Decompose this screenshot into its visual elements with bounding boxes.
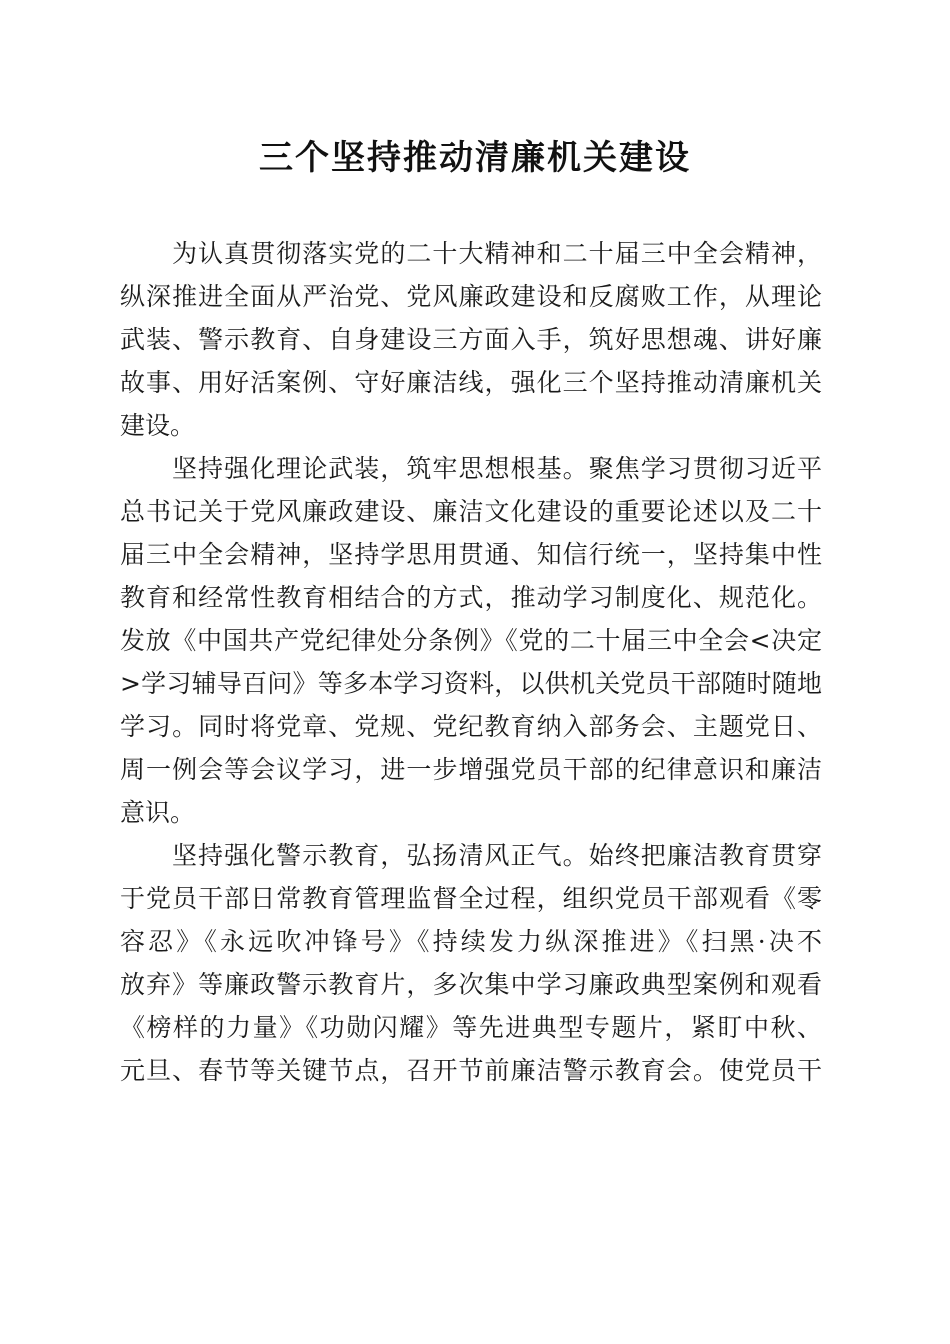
paragraph-3 <box>120 834 822 1092</box>
text-line: 建设。 <box>120 411 196 440</box>
text-line: 总书记关于党风廉政建设、廉洁文化建设的重要论述以及二十 <box>120 497 822 526</box>
text-line: 《榜样的力量》《功勋闪耀》等先进典型专题片，紧盯中秋、 <box>120 1013 822 1042</box>
document-body <box>120 232 822 1092</box>
text-line: 武装、警示教育、自身建设三方面入手，筑好思想魂、讲好廉 <box>120 325 822 354</box>
text-line: 为认真贯彻落实党的二十大精神和二十届三中全会精神， <box>172 239 822 268</box>
paragraph-2 <box>120 447 822 834</box>
text-line: 放弃》等廉政警示教育片，多次集中学习廉政典型案例和观看 <box>120 970 822 999</box>
document-title: 三个坚持推动清廉机关建设 <box>259 138 691 178</box>
text-line: 意识。 <box>120 798 196 827</box>
text-line: 学习。同时将党章、党规、党纪教育纳入部务会、主题党日、 <box>120 712 822 741</box>
text-line: 故事、用好活案例、守好廉洁线，强化三个坚持推动清廉机关 <box>120 368 822 397</box>
text-line: 届三中全会精神，坚持学思用贯通、知信行统一，坚持集中性 <box>120 540 822 569</box>
text-line: 坚持强化理论武装，筑牢思想根基。聚焦学习贯彻习近平 <box>172 454 822 483</box>
text-line: 纵深推进全面从严治党、党风廉政建设和反腐败工作，从理论 <box>120 282 822 311</box>
text-line: 容忍》《永远吹冲锋号》《持续发力纵深推进》《扫黑·决不 <box>120 927 822 956</box>
text-line: 教育和经常性教育相结合的方式，推动学习制度化、规范化。 <box>120 583 822 612</box>
text-line: 发放《中国共产党纪律处分条例》《党的二十届三中全会<决定 <box>120 626 822 655</box>
text-line: 于党员干部日常教育管理监督全过程，组织党员干部观看《零 <box>120 884 822 913</box>
text-line: 周一例会等会议学习，进一步增强党员干部的纪律意识和廉洁 <box>120 755 822 784</box>
paragraph-1 <box>120 232 822 447</box>
text-line: 元旦、春节等关键节点，召开节前廉洁警示教育会。使党员干 <box>120 1056 822 1085</box>
text-line: >学习辅导百问》等多本学习资料，以供机关党员干部随时随地 <box>120 669 822 698</box>
text-line: 坚持强化警示教育，弘扬清风正气。始终把廉洁教育贯穿 <box>172 841 822 870</box>
